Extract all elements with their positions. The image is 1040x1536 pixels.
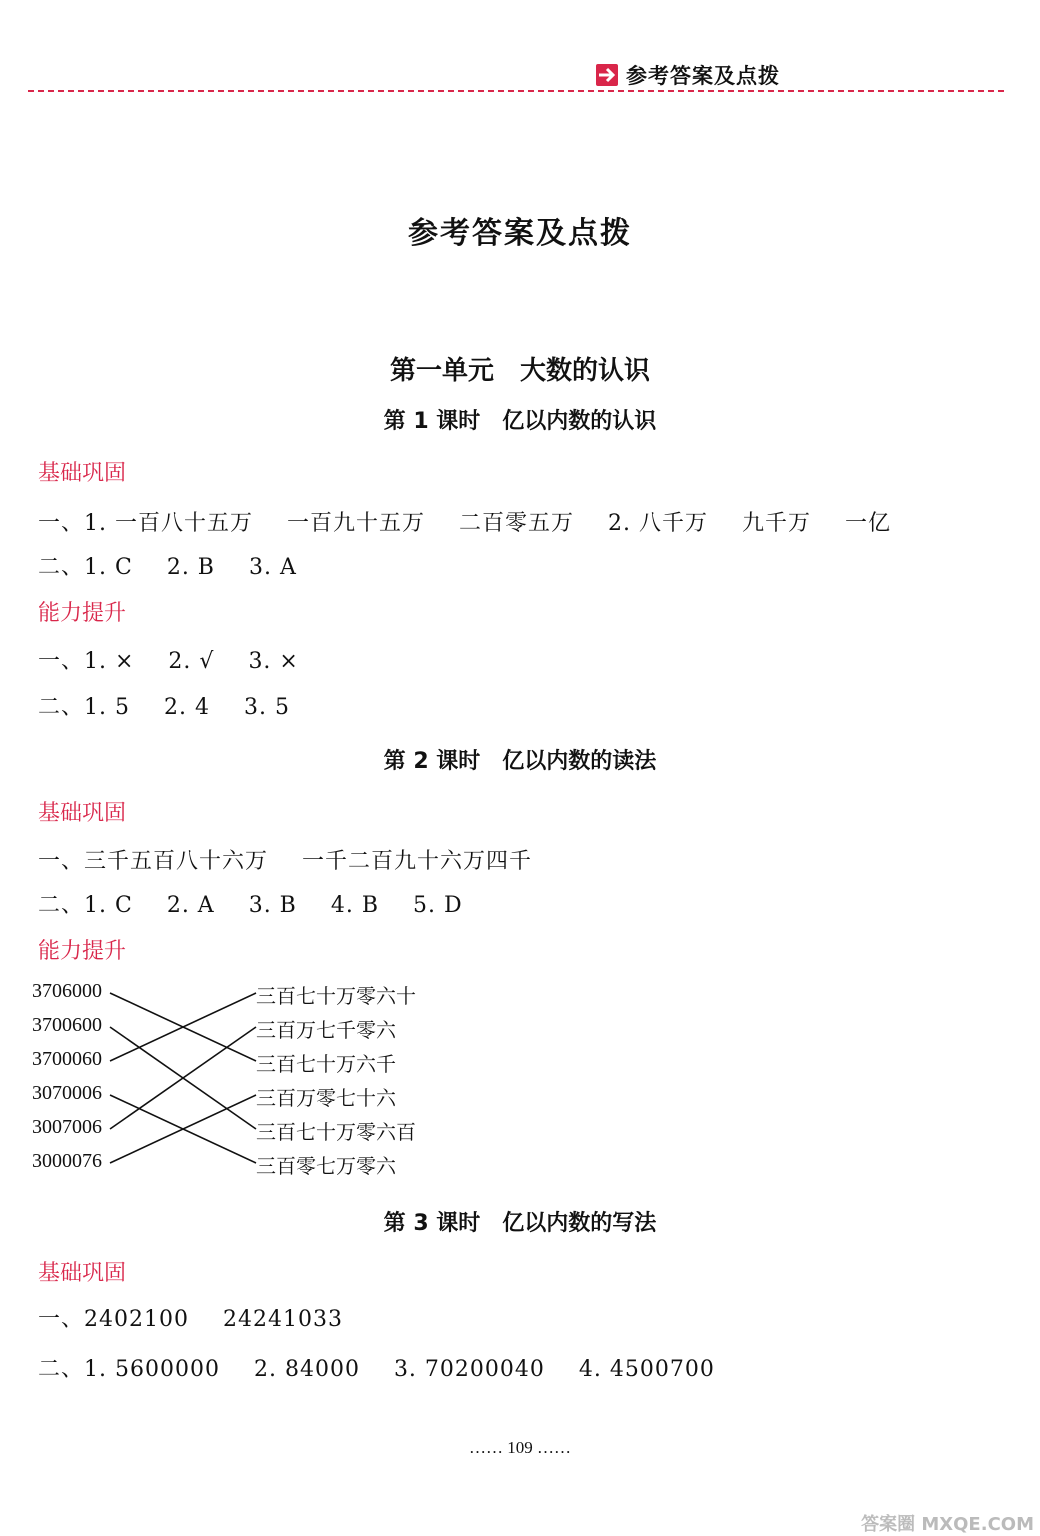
match-left-item: 3700060 <box>32 1048 102 1070</box>
lesson-2-title: 第 2 课时 亿以内数的读法 <box>383 749 657 774</box>
lesson-1-title: 第 1 课时 亿以内数的认识 <box>383 409 657 434</box>
match-left-item: 3007006 <box>32 1116 102 1138</box>
lesson-1-basic-label: 基础巩固 <box>38 461 127 486</box>
match-right-item: 三百七十万零六十 <box>256 984 416 1008</box>
lesson-3-basic-label: 基础巩固 <box>38 1261 127 1286</box>
match-line <box>110 993 256 1061</box>
lesson-2-advanced-label: 能力提升 <box>38 939 127 964</box>
match-left-item: 3070006 <box>32 1082 102 1104</box>
unit-title: 第一单元 大数的认识 <box>389 356 650 386</box>
lesson-2-basic-label: 基础巩固 <box>38 801 127 826</box>
page-title: 参考答案及点拨 <box>408 216 632 251</box>
match-right-item: 三百万零七十六 <box>256 1086 396 1110</box>
match-line <box>110 1095 256 1163</box>
page-number: …… 109 …… <box>469 1438 571 1457</box>
lesson-1-basic-line-2: 二、1. C 2. B 3. A <box>38 555 297 580</box>
match-left-item: 3706000 <box>32 980 102 1002</box>
header-title: 参考答案及点拨 <box>626 64 780 88</box>
match-right-item: 三百万七千零六 <box>256 1018 396 1042</box>
lesson-1-advanced-label: 能力提升 <box>38 601 127 626</box>
lesson-1-advanced-line-2: 二、1. 5 2. 4 3. 5 <box>38 695 290 720</box>
match-line <box>110 1027 256 1129</box>
match-line <box>110 1027 256 1129</box>
lesson-3-title: 第 3 课时 亿以内数的写法 <box>383 1211 657 1236</box>
lesson-2-basic-line-1: 一、三千五百八十六万 一千二百九十六万四千 <box>38 849 533 874</box>
lesson-1-basic-line-1: 一、1. 一百八十五万 一百九十五万 二百零五万 2. 八千万 九千万 一亿 <box>38 511 892 536</box>
lesson-2-basic-line-2: 二、1. C 2. A 3. B 4. B 5. D <box>38 893 463 918</box>
header-arrow-icon <box>596 64 618 86</box>
match-left-item: 3000076 <box>32 1150 102 1172</box>
watermark-logo: 答案圈 MXQE.COM <box>861 1514 1034 1535</box>
match-right-item: 三百零七万零六 <box>256 1154 396 1178</box>
lesson-3-basic-line-1: 一、2402100 24241033 <box>38 1307 343 1332</box>
match-line <box>110 993 256 1061</box>
match-left-item: 3700600 <box>32 1014 102 1036</box>
lesson-1-advanced-line-1: 一、1. × 2. √ 3. × <box>38 649 299 674</box>
match-right-item: 三百七十万六千 <box>256 1052 396 1076</box>
match-line <box>110 1095 256 1163</box>
header-divider <box>28 90 1004 92</box>
lesson-3-basic-line-2: 二、1. 5600000 2. 84000 3. 70200040 4. 4500700 <box>38 1357 715 1382</box>
match-right-item: 三百七十万零六百 <box>256 1120 416 1144</box>
